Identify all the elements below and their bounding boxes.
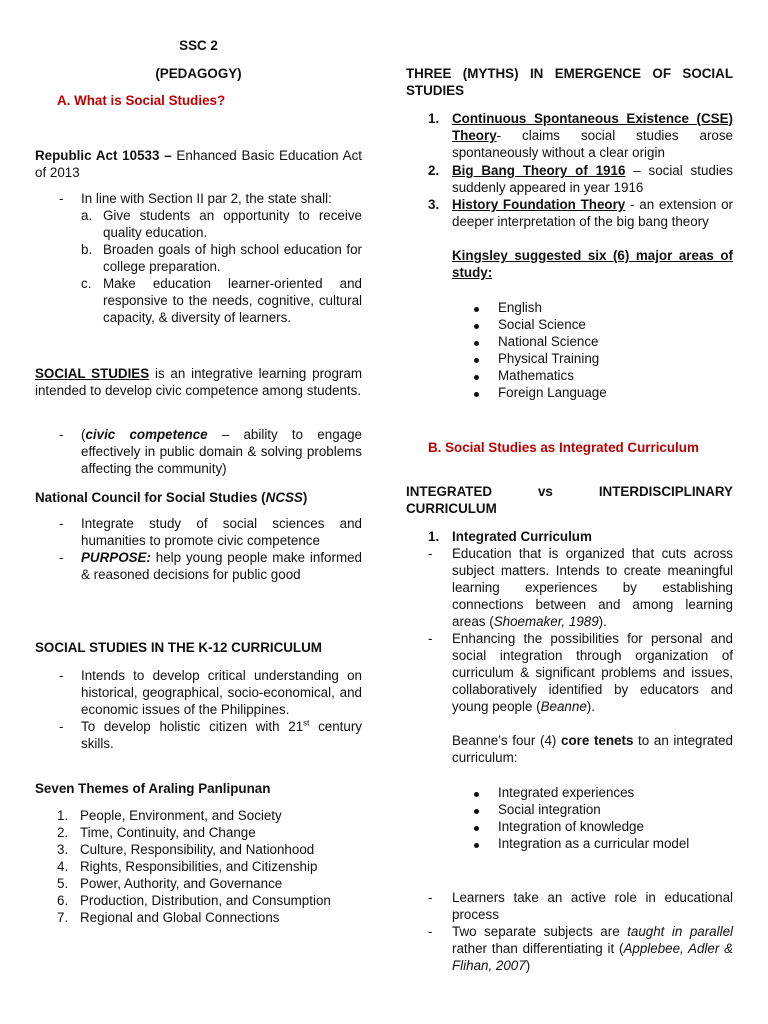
dash-marker: - (59, 427, 64, 442)
list-item-text: Mathematics (498, 368, 574, 383)
ra-intro-item (59, 190, 362, 207)
dash-marker: - (428, 546, 433, 561)
two-a: Two separate subjects are (452, 924, 628, 939)
myth-desc: - claims social studies arose spontaneously without a clear origin (452, 128, 733, 160)
list-item-text: Social Science (498, 317, 586, 332)
list-item-text: Integration as a curricular model (498, 836, 690, 851)
beanne-tenets-intro (452, 732, 733, 766)
list-item-text: Power, Authority, and Governance (80, 876, 283, 891)
list-item-text: English (498, 300, 542, 315)
bullet-icon (474, 384, 498, 401)
myth-desc: – social studies suddenly appeared in year 1916 (452, 163, 733, 195)
list-item-text: Production, Distribution, and Consumption (80, 893, 331, 908)
dash-marker: - (428, 890, 433, 905)
ic1-body: Education that is organized that cuts across subject matters. Intends to create meaningful learning experiences by establishing connections between and among learning areas ( (452, 546, 733, 629)
list-item-text: Integration of knowledge (498, 819, 644, 834)
list-number: 3. (57, 842, 69, 857)
ic-item-text (452, 545, 733, 630)
myth-item-3 (428, 196, 733, 230)
ncss-abbr: NCSS (265, 490, 303, 505)
ic1-cite: Shoemaker, 1989 (493, 614, 599, 629)
two-cite: Applebee, Adler & Flihan, 2007 (452, 941, 734, 973)
ncss-item-integrate (59, 515, 362, 549)
theme-item (57, 824, 362, 841)
ncss-item-purpose (59, 549, 362, 583)
myth-number: 3. (428, 197, 440, 212)
two-italic: taught in parallel (627, 924, 734, 939)
ic-title: Integrated Curriculum (452, 529, 592, 544)
theme-item (57, 875, 362, 892)
myth-term: History Foundation Theory (452, 197, 626, 212)
beanne-a: Beanne’s four (4) (452, 733, 562, 748)
integrated-curriculum-heading (428, 528, 733, 545)
civic-competence-term: civic competence (85, 427, 208, 442)
list-number: 2. (57, 825, 69, 840)
ncss-title: National Council for Social Studies ( (35, 490, 266, 505)
ra-item-marker: a. (81, 208, 93, 223)
two-subjects-text (452, 923, 733, 974)
area-item (474, 316, 733, 333)
list-number: 1. (57, 808, 69, 823)
k12-item2-a: To develop holistic citizen with 21 (81, 719, 304, 734)
k12-item-1 (59, 667, 362, 718)
dash-marker: - (428, 924, 433, 939)
tenet-item (474, 818, 733, 835)
ra-item-a (81, 207, 362, 241)
area-item (474, 384, 733, 401)
area-item (474, 299, 733, 316)
bullet-icon (474, 367, 498, 384)
social-studies-def: is an integrative learning program intended to develop civic competence among students. (35, 366, 362, 398)
k12-item2-b: century skills. (81, 719, 362, 751)
section-a-heading: A. What is Social Studies? (57, 93, 226, 108)
bullet-icon (474, 316, 498, 333)
list-number: 4. (57, 859, 69, 874)
republic-act-title: Republic Act 10533 – (35, 148, 172, 163)
learners-text: Learners take an active role in educational process (452, 890, 733, 922)
dash-marker: - (428, 631, 433, 646)
ivi-vs: vs (537, 484, 553, 499)
paren: ( (81, 427, 86, 442)
integrated-vs-interdisciplinary-heading (406, 483, 733, 500)
ra-item-text: Make education learner-oriented and responsive to the needs, cognitive, cultural capacity, & diversity of learners. (103, 276, 362, 325)
myth-number: 2. (428, 163, 440, 178)
bullet-icon (474, 818, 498, 835)
dash-marker: - (59, 668, 64, 683)
ra-item-marker: b. (81, 242, 93, 257)
tenet-item (474, 801, 733, 818)
k12-item-text: Intends to develop critical understanding on historical, geographical, socio-economical, and economic issues of the Philippines. (81, 668, 362, 717)
list-item-text: Foreign Language (498, 385, 607, 400)
course-code: SSC 2 (179, 38, 218, 53)
list-item-text: Time, Continuity, and Change (80, 825, 256, 840)
list-item-text: Integrated experiences (498, 785, 635, 800)
social-studies-term: SOCIAL STUDIES (35, 366, 150, 381)
ra-item-text: Broaden goals of high school education for college preparation. (103, 242, 362, 274)
bullet-icon (474, 784, 498, 801)
bullet-icon (474, 299, 498, 316)
beanne-bold: core tenets (561, 733, 634, 748)
ivi-line2: CURRICULUM (406, 501, 497, 516)
theme-item (57, 841, 362, 858)
k12-item-text (81, 718, 362, 752)
k12-item2-sup: st (303, 718, 310, 728)
dash-marker: - (59, 191, 64, 206)
list-number: 6. (57, 893, 69, 908)
myth-item-1 (428, 110, 733, 161)
kingsley-heading: Kingsley suggested six (6) major areas of study: (452, 248, 733, 280)
list-item-text: National Science (498, 334, 599, 349)
bullet-icon (474, 350, 498, 367)
k12-heading: SOCIAL STUDIES IN THE K-12 CURRICULUM (35, 640, 322, 655)
two-c: ) (525, 958, 531, 973)
social-studies-definition (35, 365, 362, 399)
ncss-item-text: Integrate study of social sciences and humanities to promote civic competence (81, 516, 362, 548)
myth-text (452, 162, 733, 196)
ic-number: 1. (428, 529, 440, 544)
ic-item-text (452, 630, 733, 715)
list-number: 7. (57, 910, 69, 925)
myth-item-2 (428, 162, 733, 196)
two-b: rather than differentiating it ( (452, 941, 624, 956)
area-item (474, 333, 733, 350)
course-subject: (PEDAGOGY) (155, 66, 242, 81)
ncss-heading (35, 489, 307, 506)
list-item-text: Culture, Responsibility, and Nationhood (80, 842, 315, 857)
ic-item-2 (428, 630, 733, 715)
ra-item-b (81, 241, 362, 275)
theme-item (57, 807, 362, 824)
list-item-text: People, Environment, and Society (80, 808, 282, 823)
theme-item (57, 909, 362, 926)
purpose-label: PURPOSE: (81, 550, 151, 565)
list-number: 5. (57, 876, 69, 891)
civic-competence-item (59, 426, 362, 477)
ic2-body: Enhancing the possibilities for personal and social integration through organization of curriculum & significant problems and issues, collaboratively identified by educators and young people ( (452, 631, 733, 714)
myth-text (452, 196, 733, 230)
myth-desc: - an extension or deeper interpretation of the big bang theory (452, 197, 733, 229)
list-item-text: Rights, Responsibilities, and Citizenship (80, 859, 318, 874)
ic2-cite: Beanne (540, 699, 587, 714)
dash-marker: - (59, 719, 64, 734)
ivi-left: INTEGRATED (406, 484, 493, 499)
ic-item-1 (428, 545, 733, 630)
area-item (474, 367, 733, 384)
myth-number: 1. (428, 111, 440, 126)
bullet-icon (474, 801, 498, 818)
ic1-end: ). (598, 614, 607, 629)
civic-competence-def: – ability to engage effectively in public domain & solving problems affecting the community) (81, 427, 362, 476)
two-subjects-item (428, 923, 733, 974)
ic2-end: ). (586, 699, 595, 714)
myth-term: Continuous Spontaneous Existence (CSE) Theory (452, 111, 733, 143)
myth-term: Big Bang Theory of 1916 (452, 163, 626, 178)
section-b-heading: B. Social Studies as Integrated Curriculum (428, 440, 699, 455)
republic-act-paragraph (35, 147, 362, 181)
list-item-text: Physical Training (498, 351, 600, 366)
learners-item (428, 889, 733, 923)
area-item (474, 350, 733, 367)
myths-heading: THREE (MYTHS) IN EMERGENCE OF SOCIAL STUDIES (406, 66, 733, 98)
purpose-body: help young people make informed & reasoned decisions for public good (81, 550, 362, 582)
theme-item (57, 858, 362, 875)
bullet-icon (474, 835, 498, 852)
ra-item-c (81, 275, 362, 326)
republic-act-name: Enhanced Basic Education Act of 2013 (35, 148, 362, 180)
tenet-item (474, 835, 733, 852)
ncss-close: ) (302, 490, 308, 505)
ivi-right: INTERDISCIPLINARY (598, 484, 733, 499)
dash-marker: - (59, 516, 64, 531)
list-item-text: Regional and Global Connections (80, 910, 280, 925)
theme-item (57, 892, 362, 909)
tenet-item (474, 784, 733, 801)
myth-text (452, 110, 733, 161)
k12-item-2 (59, 718, 362, 752)
ra-intro-text: In line with Section II par 2, the state shall: (81, 191, 332, 206)
ra-item-marker: c. (81, 276, 92, 291)
bullet-icon (474, 333, 498, 350)
list-item-text: Social integration (498, 802, 601, 817)
beanne-b: to an integrated curriculum: (452, 733, 733, 765)
themes-heading: Seven Themes of Araling Panlipunan (35, 781, 271, 796)
purpose-text (81, 549, 362, 583)
dash-marker: - (59, 550, 64, 565)
civic-competence-text (81, 426, 362, 477)
ra-item-text: Give students an opportunity to receive quality education. (103, 208, 362, 240)
